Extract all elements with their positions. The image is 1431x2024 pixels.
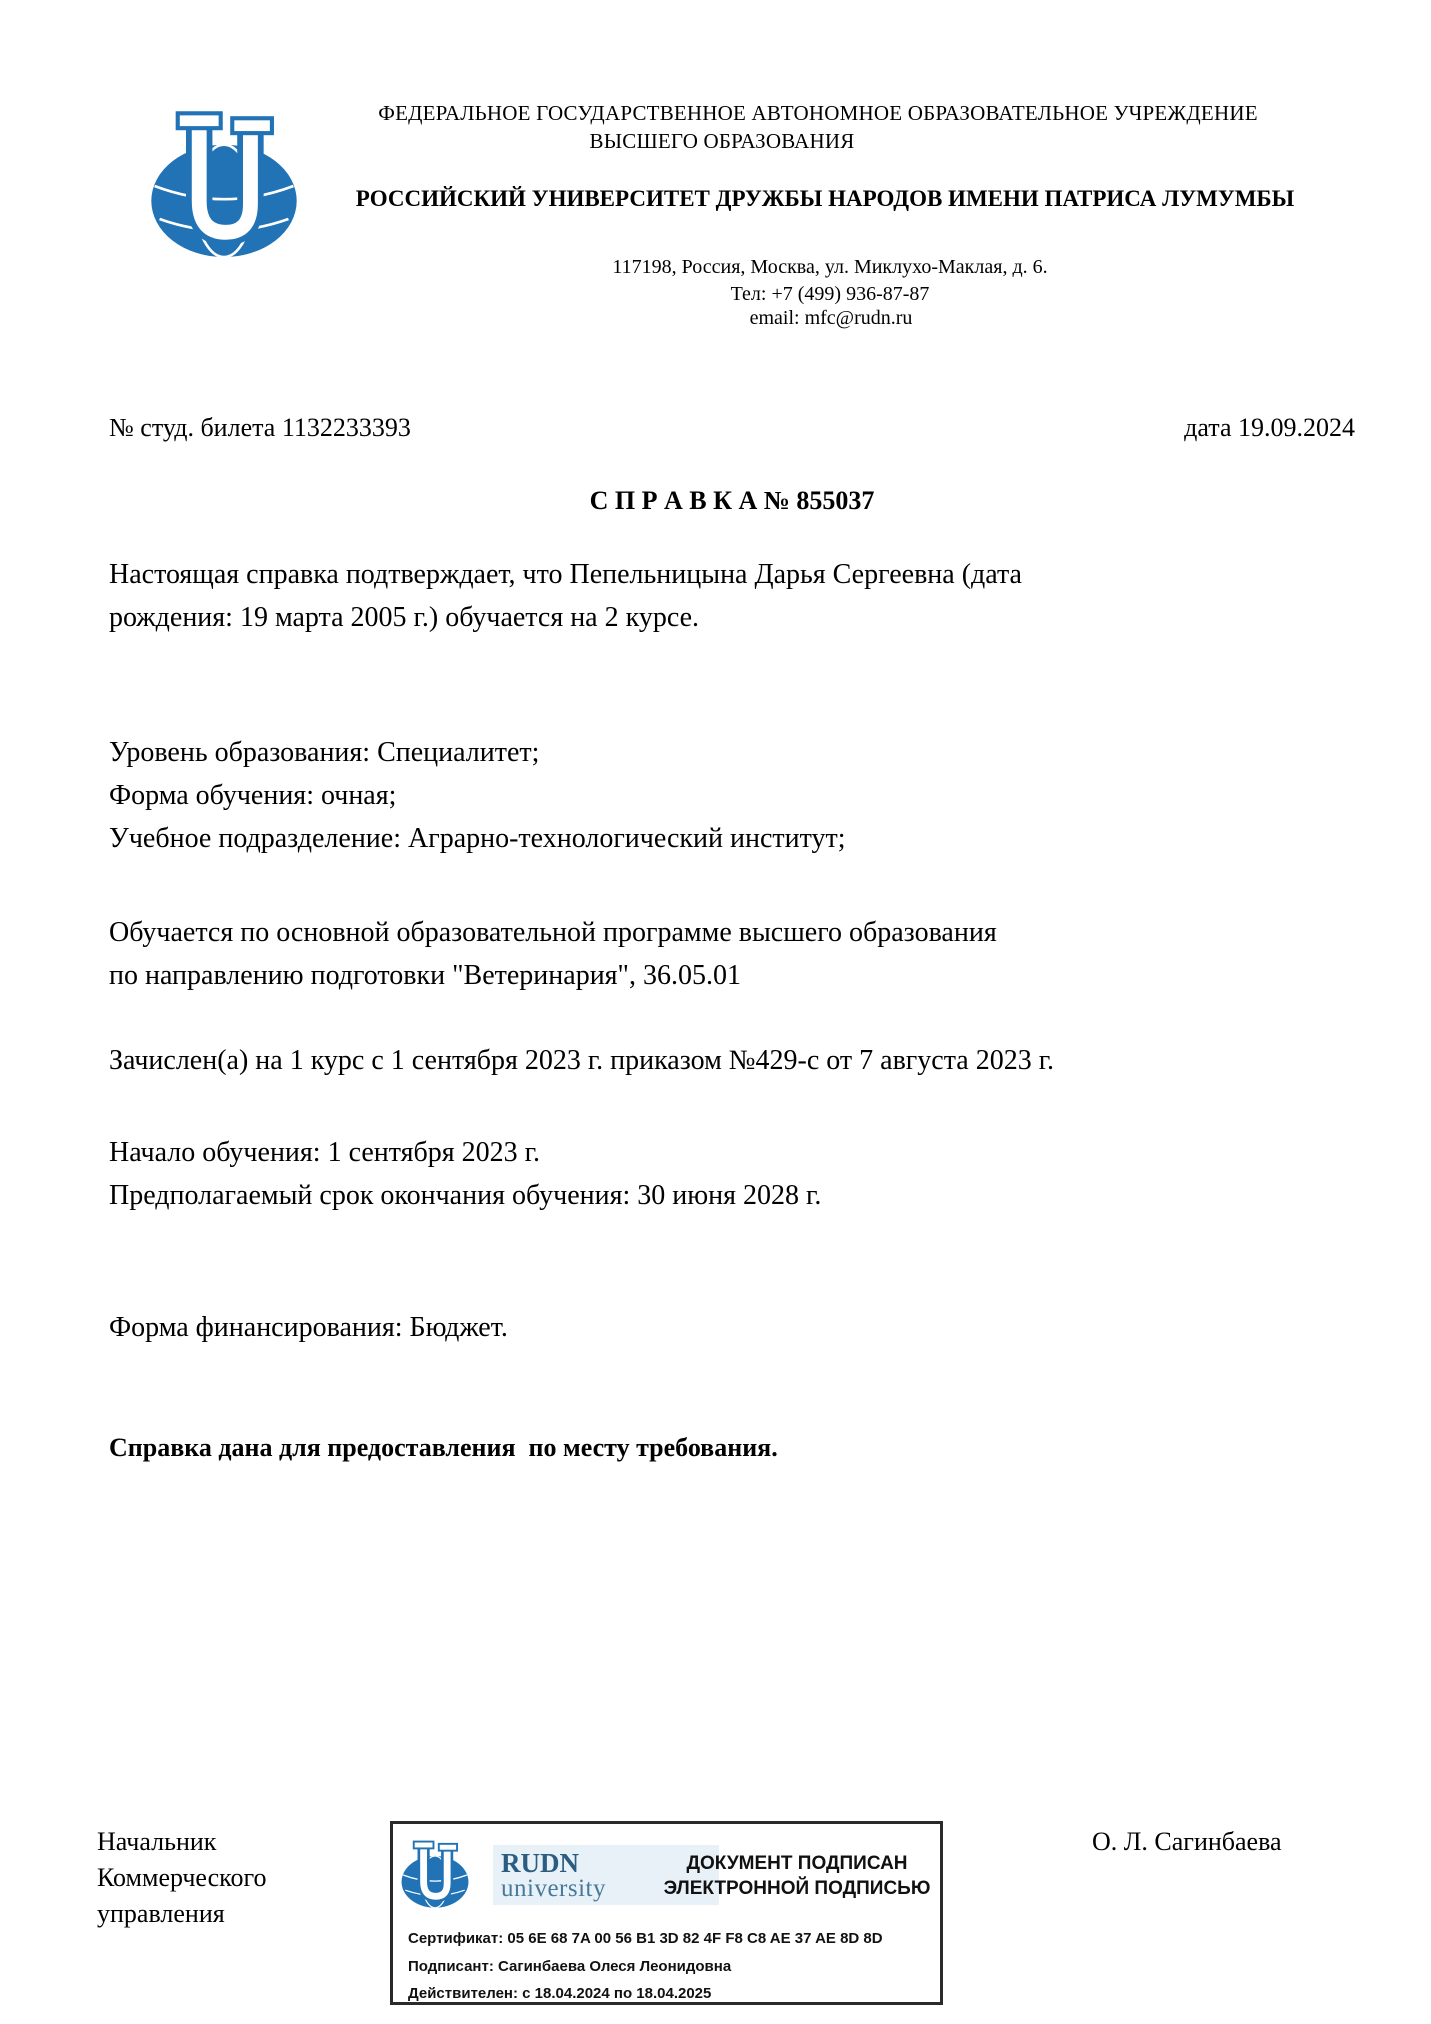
- enrollment-order: Зачислен(а) на 1 курс с 1 сентября 2023 г. приказом №429-с от 7 августа 2023 г.: [109, 1045, 1055, 1076]
- org-type-line2: ВЫСШЕГО ОБРАЗОВАНИЯ: [589, 129, 855, 153]
- confirmation-line1: Настоящая справка подтверждает, что Пепельницына Дарья Сергеевна (дата: [109, 559, 1022, 590]
- rudn-university-logo: [138, 110, 310, 262]
- signer-position-line3: управления: [97, 1899, 225, 1928]
- university-email: email: mfc@rudn.ru: [749, 307, 913, 329]
- study-start-date: Начало обучения: 1 сентября 2023 г.: [109, 1137, 540, 1168]
- stamp-validity: Действителен: с 18.04.2024 по 18.04.2025: [408, 1985, 712, 2002]
- certificate-title: С П Р А В К А № 855037: [589, 486, 875, 515]
- stamp-certificate-number: Сертификат: 05 6E 68 7A 00 56 B1 3D 82 4F F8 C8 AE 37 AE 8D 8D: [408, 1930, 883, 1947]
- study-end-date: Предполагаемый срок окончания обучения: 30 июня 2028 г.: [109, 1180, 822, 1211]
- education-form: Форма обучения: очная;: [109, 780, 397, 811]
- stamp-brand-university: university: [501, 1875, 606, 1902]
- certificate-purpose: Справка дана для предоставления по месту требования.: [109, 1433, 778, 1462]
- program-line1: Обучается по основной образовательной программе высшего образования: [109, 917, 997, 948]
- signer-name: О. Л. Сагинбаева: [1092, 1827, 1282, 1856]
- rudn-stamp-logo: [397, 1836, 473, 1914]
- confirmation-line2: рождения: 19 марта 2005 г.) обучается на 2 курсе.: [109, 602, 700, 633]
- signer-position-line2: Коммерческого: [97, 1863, 267, 1892]
- education-department: Учебное подразделение: Аграрно-технологический институт;: [109, 823, 846, 854]
- document-date: дата 19.09.2024: [1184, 413, 1355, 442]
- financing-form: Форма финансирования: Бюджет.: [109, 1312, 508, 1343]
- stamp-signed-line2: ЭЛЕКТРОННОЙ ПОДПИСЬЮ: [663, 1878, 931, 1899]
- stamp-signer: Подписант: Сагинбаева Олеся Леонидовна: [408, 1958, 732, 1975]
- university-phone: Тел: +7 (499) 936-87-87: [730, 283, 930, 305]
- student-ticket-number: № студ. билета 1132233393: [109, 413, 411, 442]
- program-line2: по направлению подготовки "Ветеринария", 36.05.01: [109, 960, 741, 991]
- signer-position-line1: Начальник: [97, 1827, 217, 1856]
- org-type-line1: ФЕДЕРАЛЬНОЕ ГОСУДАРСТВЕННОЕ АВТОНОМНОЕ ОБРАЗОВАТЕЛЬНОЕ УЧРЕЖДЕНИЕ: [378, 101, 1258, 125]
- stamp-brand-rudn: RUDN: [501, 1848, 579, 1878]
- education-level: Уровень образования: Специалитет;: [109, 737, 540, 768]
- university-address: 117198, Россия, Москва, ул. Миклухо-Маклая, д. 6.: [612, 256, 1048, 278]
- stamp-signed-line1: ДОКУМЕНТ ПОДПИСАН: [686, 1853, 908, 1874]
- signer-position: [97, 1824, 266, 1932]
- university-name: РОССИЙСКИЙ УНИВЕРСИТЕТ ДРУЖБЫ НАРОДОВ ИМЕНИ ПАТРИСА ЛУМУМБЫ: [355, 186, 1295, 211]
